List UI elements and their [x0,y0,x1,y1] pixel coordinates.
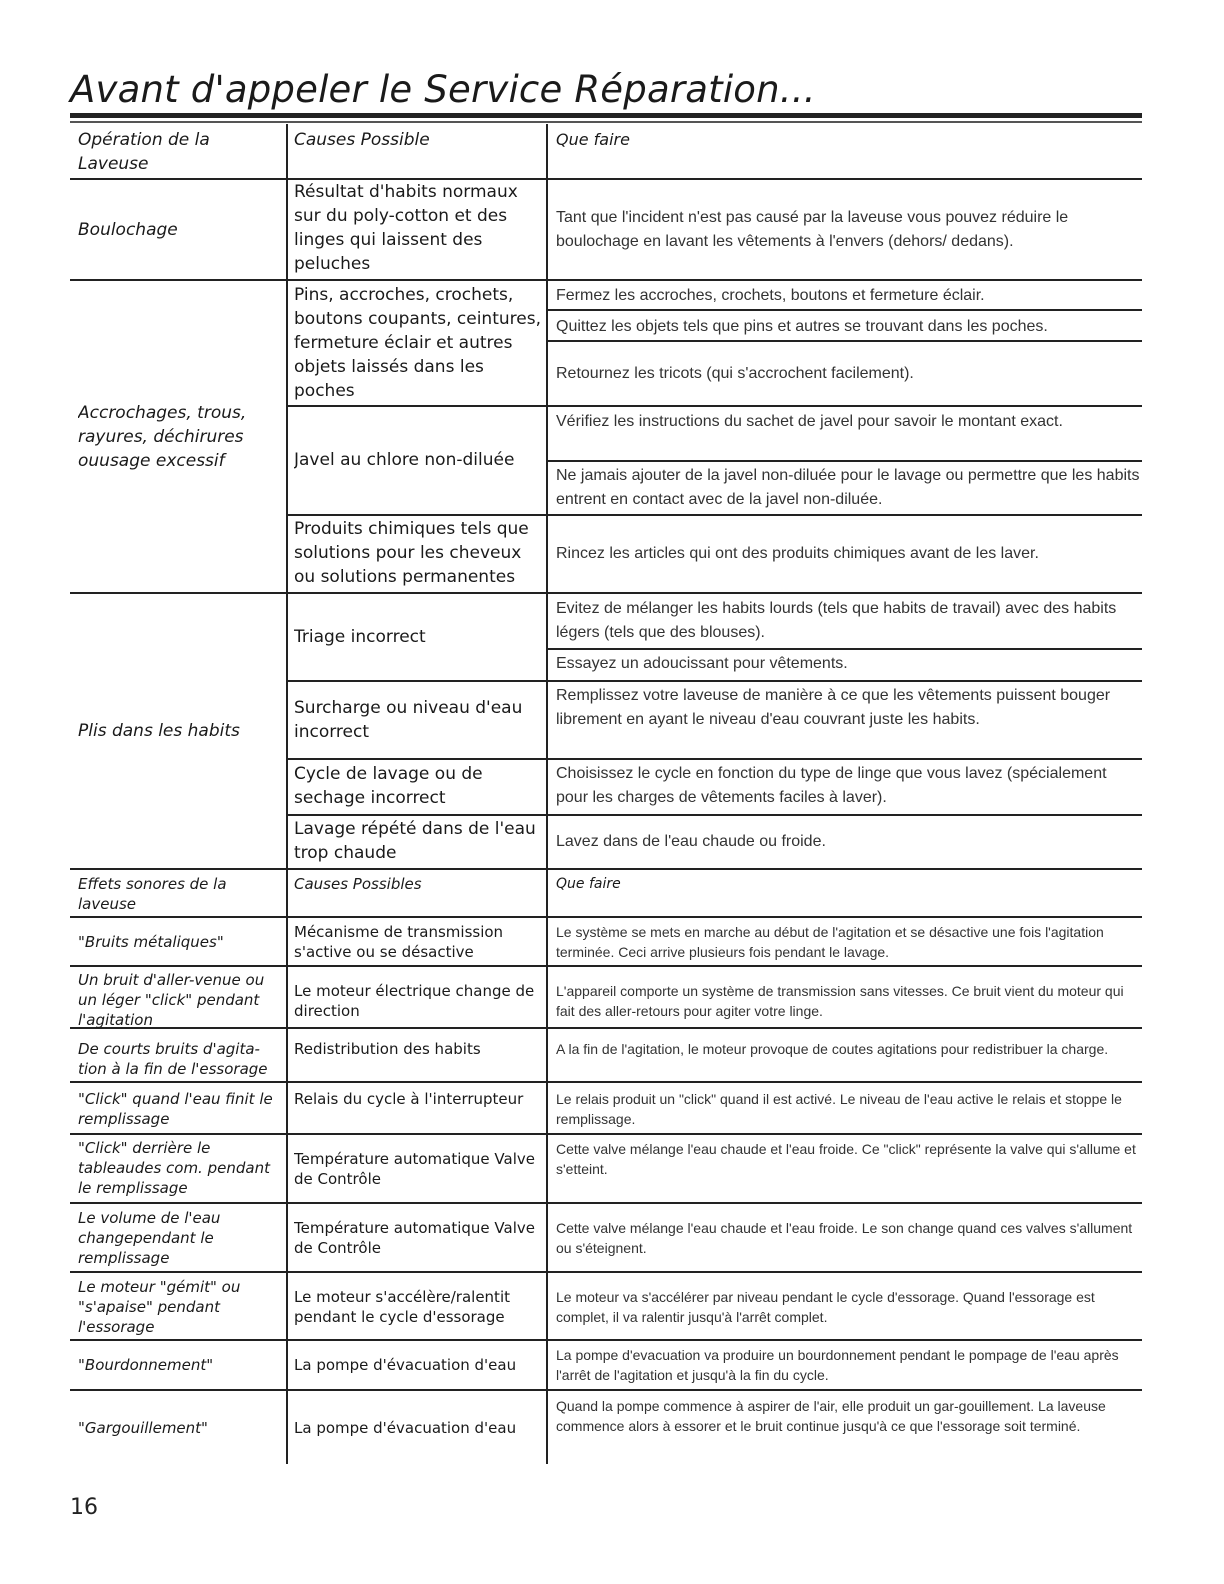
table-row [70,1341,1142,1391]
cause-divider [286,814,546,816]
cause-text: La pompe d'évacuation d'eau [294,1356,517,1374]
fix-text: Le système se mets en marche au début de l'agitation et se désactive une fois l'agitation terminée. Ceci arrive plusieurs fois pendant le lavage. [556,924,1104,960]
fix-divider [546,460,1142,462]
operation-label: Plis dans les habits [78,721,240,741]
operation-label: Un bruit d'aller-venue ou un léger "click" pendant l'agitation [78,971,265,1029]
table-row [70,1029,1142,1083]
operation-label: Le moteur "gémit" ou "s'apaise" pendant l'essorage [78,1278,241,1336]
fix-text: Fermez les accroches, crochets, boutons et fermeture éclair. [556,287,985,304]
cause-text: Température automatique Valve de Contrôle [294,1219,535,1257]
table-header [70,124,1142,180]
fix-text: Retournez les tricots (qui s'accrochent facilement). [556,364,914,382]
fix-text: Le relais produit un "click" quand il est activé. Le niveau de l'eau active le relais et stoppe le remplissage. [556,1091,1122,1127]
page-number: 16 [70,1495,98,1520]
table-row [70,918,1142,967]
fix-text: Rincez les articles qui ont des produits chimiques avant de les laver. [556,545,1039,562]
operation-label: "Gargouillement" [78,1418,208,1437]
table-row [70,1135,1142,1204]
fix-text: La pompe d'evacuation va produire un bourdonnement pendant le pompage de l'eau après l'arrêt de l'agitation et jusqu'à la fin du cycle. [556,1347,1119,1383]
fix-text: Le moteur va s'accélérer par niveau pendant le cycle d'essorage. Quand l'essorage est complet, il va ralentir jusqu'à l'arrêt complet. [556,1289,1095,1325]
fix-text: Remplissez votre laveuse de manière à ce que les vêtements puissent bouger librement en ayant le niveau d'eau couvrant juste les habits. [556,687,1111,728]
fix-text: Cette valve mélange l'eau chaude et l'eau froide. Le son change quand ces valves s'allument ou s'éteignent. [556,1220,1133,1256]
header-operation: Opération de la Laveuse [78,130,210,174]
operation-label: "Click" derrière le tableaudes com. pendant le remplissage [78,1139,270,1197]
title-rule-thin [70,121,1142,123]
cause-text: Le moteur électrique change de direction [294,982,535,1020]
fix-text: Choisissez le cycle en fonction du type de linge que vous lavez (spécialement pour les charges de vêtements faciles à laver). [556,765,1107,806]
fix-text: Ne jamais ajouter de la javel non-diluée pour le lavage ou permettre que les habits entrent en contact avec de la javel non-diluée. [556,467,1140,508]
title-rule [70,113,1142,118]
table-row [70,1391,1142,1464]
fix-text: Quand la pompe commence à aspirer de l'air, elle produit un gar-gouillement. La laveuse commence alors à essorer et le bruit continue jusqu'à ce que l'essorage soit terminé. [556,1398,1106,1434]
fix-divider [546,309,1142,311]
cause-text: Pins, accroches, crochets, boutons coupants, ceintures, fermeture éclair et autres objets laissés dans les poches [294,285,541,401]
cause-text: Mécanisme de transmission s'active ou se désactive [294,923,504,961]
operation-label: Accrochages, trous, rayures, déchirures ouusage excessif [78,402,247,471]
fix-text: Tant que l'incident n'est pas causé par la laveuse vous pouvez réduire le boulochage en lavant les vêtements à l'envers (dehors/ dedans). [556,208,1069,250]
fix-divider [546,680,1142,682]
fix-text: A la fin de l'agitation, le moteur provoque de coutes agitations pour redistribuer la charge. [556,1041,1109,1057]
fix-text: Vérifiez les instructions du sachet de javel pour savoir le montant exact. [556,413,1063,430]
cause-divider [286,758,546,760]
table-row [70,180,1142,281]
cause-text: Le moteur s'accélère/ralentit pendant le cycle d'essorage [294,1288,510,1326]
operation-label: "Bruits métaliques" [78,932,224,951]
cause-text: Surcharge ou niveau d'eau incorrect [294,698,523,742]
operation-label: "Bourdonnement" [78,1356,214,1374]
fix-text: L'appareil comporte un système de transmission sans vitesses. Ce bruit vient du moteur qui fait des aller-retours pour agiter votre linge. [556,983,1124,1019]
header-que-faire: Que faire [556,130,630,149]
table-row [70,1204,1142,1273]
fix-text: Quittez les objets tels que pins et autres se trouvant dans les poches. [556,318,1048,335]
operation-label: Boulochage [78,219,178,240]
cause-text: Température automatique Valve de Contrôle [294,1150,535,1188]
cause-text: Cycle de lavage ou de sechage incorrect [294,764,483,808]
cause-text: Redistribution des habits [294,1040,481,1058]
cause-divider [286,514,546,516]
page-title: Avant d'appeler le Service Réparation... [70,68,816,111]
fix-divider [546,648,1142,650]
fix-divider [546,405,1142,407]
operation-label: De courts bruits d'agita-tion à la fin de l'essorage [78,1040,268,1078]
cause-text: Javel au chlore non-diluée [294,450,515,470]
cause-text: Produits chimiques tels que solutions pour les cheveux ou solutions permanentes [294,519,529,587]
operation-label: "Click" quand l'eau finit le remplissage [78,1090,273,1128]
table-header-sounds [70,870,1142,918]
operation-label: Le volume de l'eau changependant le remplissage [78,1209,221,1267]
fix-text: Essayez un adoucissant pour vêtements. [556,655,848,672]
table-row [70,967,1142,1029]
table-row [70,1083,1142,1135]
cause-text: Résultat d'habits normaux sur du poly-cotton et des linges qui laissent des peluches [294,182,518,274]
fix-divider [546,758,1142,760]
table-row [70,1273,1142,1341]
cause-text: La pompe d'évacuation d'eau [294,1418,517,1437]
header-que-faire: Que faire [556,876,621,892]
fix-text: Cette valve mélange l'eau chaude et l'eau froide. Ce "click" représente la valve qui s'allume et s'etteint. [556,1141,1136,1177]
header-effets-sonores: Effets sonores de la laveuse [78,875,227,913]
header-causes: Causes Possible [294,130,430,150]
fix-text: Evitez de mélanger les habits lourds (tels que habits de travail) avec des habits légers (tels que des blouses). [556,600,1117,641]
header-causes: Causes Possibles [294,875,422,893]
cause-text: Triage incorrect [294,626,426,647]
fix-text: Lavez dans de l'eau chaude ou froide. [556,833,826,850]
cause-text: Lavage répété dans de l'eau trop chaude [294,819,536,863]
cause-text: Relais du cycle à l'interrupteur [294,1090,524,1108]
